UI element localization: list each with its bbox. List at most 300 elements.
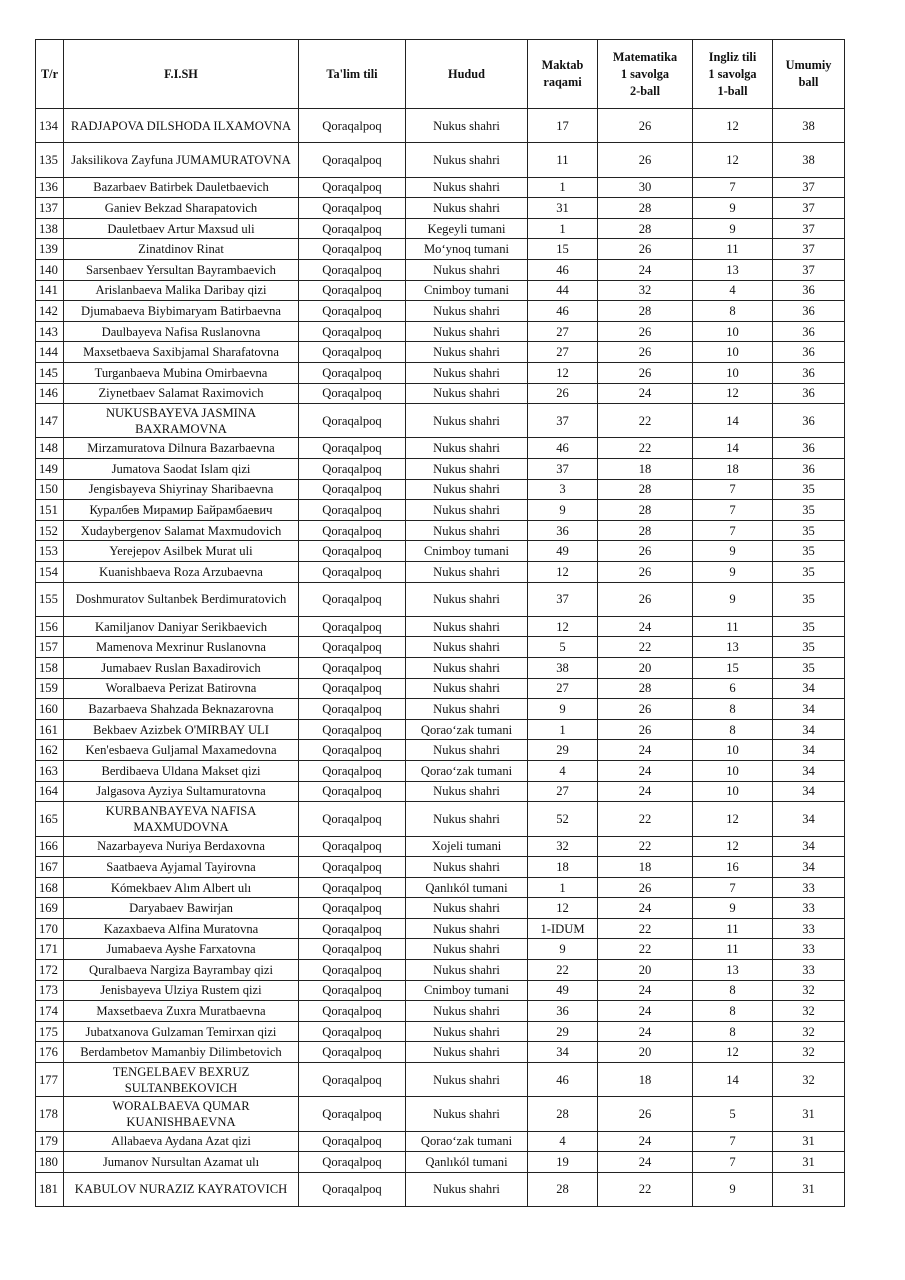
cell-english-score: 10 (693, 740, 773, 761)
cell-math-score: 26 (598, 561, 693, 582)
table-row (36, 500, 845, 521)
cell-math-score: 26 (598, 143, 693, 177)
cell-school-number: 1-IDUM (528, 918, 598, 939)
table-row (36, 280, 845, 301)
cell-full-name: KABULOV NURAZIZ KAYRATOVICH (64, 1172, 299, 1206)
cell-language: Qoraqalpoq (299, 301, 406, 322)
cell-english-score: 7 (693, 877, 773, 898)
cell-language: Qoraqalpoq (299, 1172, 406, 1206)
cell-english-score: 8 (693, 719, 773, 740)
cell-english-score: 4 (693, 280, 773, 301)
cell-full-name: Jalgasova Ayziya Sultamuratovna (64, 781, 299, 802)
cell-math-score: 26 (598, 362, 693, 383)
cell-number: 172 (36, 960, 64, 981)
cell-full-name: Allabaeva Aydana Azat qizi (64, 1131, 299, 1152)
cell-region: Nukus shahri (406, 438, 528, 459)
cell-language: Qoraqalpoq (299, 740, 406, 761)
cell-english-score: 8 (693, 1001, 773, 1022)
cell-region: Nukus shahri (406, 259, 528, 280)
cell-number: 173 (36, 980, 64, 1001)
cell-region: Nukus shahri (406, 802, 528, 836)
cell-language: Qoraqalpoq (299, 658, 406, 679)
cell-full-name: Куралбев Мирамир Байрамбаевич (64, 500, 299, 521)
table-row (36, 1042, 845, 1063)
cell-language: Qoraqalpoq (299, 561, 406, 582)
cell-math-score: 26 (598, 321, 693, 342)
cell-total-score: 34 (773, 678, 845, 699)
table-row (36, 802, 845, 836)
cell-english-score: 9 (693, 541, 773, 562)
cell-math-score: 26 (598, 1097, 693, 1131)
header-row (36, 40, 845, 109)
cell-math-score: 28 (598, 218, 693, 239)
cell-language: Qoraqalpoq (299, 678, 406, 699)
cell-region: Cnimboy tumani (406, 541, 528, 562)
cell-number: 163 (36, 761, 64, 782)
cell-full-name: Saatbaeva Ayjamal Tayirovna (64, 857, 299, 878)
cell-number: 147 (36, 404, 64, 438)
cell-school-number: 29 (528, 740, 598, 761)
cell-number: 180 (36, 1152, 64, 1173)
cell-region: Mo‘ynoq tumani (406, 239, 528, 260)
cell-math-score: 26 (598, 877, 693, 898)
cell-total-score: 35 (773, 561, 845, 582)
cell-total-score: 38 (773, 109, 845, 143)
cell-math-score: 26 (598, 109, 693, 143)
cell-math-score: 22 (598, 404, 693, 438)
cell-total-score: 34 (773, 857, 845, 878)
table-row (36, 259, 845, 280)
cell-number: 169 (36, 898, 64, 919)
cell-total-score: 36 (773, 459, 845, 480)
cell-full-name: RADJAPOVA DILSHODA ILXAMOVNA (64, 109, 299, 143)
cell-total-score: 36 (773, 404, 845, 438)
cell-school-number: 1 (528, 177, 598, 198)
cell-school-number: 12 (528, 898, 598, 919)
cell-total-score: 34 (773, 699, 845, 720)
cell-school-number: 12 (528, 616, 598, 637)
cell-total-score: 33 (773, 898, 845, 919)
cell-english-score: 9 (693, 582, 773, 616)
cell-school-number: 37 (528, 582, 598, 616)
cell-region: Nukus shahri (406, 362, 528, 383)
cell-total-score: 32 (773, 1001, 845, 1022)
table-row (36, 383, 845, 404)
cell-full-name: Bekbaev Azizbek O'MIRBAY ULI (64, 719, 299, 740)
cell-full-name: Yerejepov Asilbek Murat uli (64, 541, 299, 562)
cell-region: Nukus shahri (406, 857, 528, 878)
header-math: Matematika 1 savolga 2-ball (598, 40, 693, 109)
table-row (36, 836, 845, 857)
table-row (36, 699, 845, 720)
cell-math-score: 28 (598, 678, 693, 699)
cell-total-score: 35 (773, 616, 845, 637)
table-row (36, 616, 845, 637)
cell-full-name: KURBANBAYEVA NAFISA MAXMUDOVNA (64, 802, 299, 836)
table-row (36, 781, 845, 802)
cell-region: Nukus shahri (406, 143, 528, 177)
cell-language: Qoraqalpoq (299, 857, 406, 878)
cell-english-score: 14 (693, 404, 773, 438)
cell-english-score: 14 (693, 438, 773, 459)
table-row (36, 637, 845, 658)
cell-language: Qoraqalpoq (299, 383, 406, 404)
cell-math-score: 22 (598, 836, 693, 857)
cell-region: Nukus shahri (406, 918, 528, 939)
cell-school-number: 32 (528, 836, 598, 857)
cell-total-score: 32 (773, 1042, 845, 1063)
table-row (36, 1152, 845, 1173)
cell-full-name: Jaksilikova Zayfuna JUMAMURATOVNA (64, 143, 299, 177)
cell-math-score: 26 (598, 541, 693, 562)
table-row (36, 658, 845, 679)
cell-number: 170 (36, 918, 64, 939)
cell-number: 175 (36, 1021, 64, 1042)
cell-language: Qoraqalpoq (299, 699, 406, 720)
cell-school-number: 37 (528, 459, 598, 480)
cell-number: 179 (36, 1131, 64, 1152)
cell-language: Qoraqalpoq (299, 918, 406, 939)
cell-school-number: 52 (528, 802, 598, 836)
cell-english-score: 6 (693, 678, 773, 699)
table-row (36, 109, 845, 143)
cell-math-score: 24 (598, 761, 693, 782)
cell-total-score: 32 (773, 1063, 845, 1097)
cell-english-score: 11 (693, 918, 773, 939)
table-row (36, 1172, 845, 1206)
cell-school-number: 4 (528, 1131, 598, 1152)
cell-school-number: 46 (528, 301, 598, 322)
cell-region: Nukus shahri (406, 898, 528, 919)
cell-english-score: 13 (693, 259, 773, 280)
cell-math-score: 30 (598, 177, 693, 198)
table-row (36, 898, 845, 919)
cell-number: 167 (36, 857, 64, 878)
cell-language: Qoraqalpoq (299, 1042, 406, 1063)
cell-school-number: 36 (528, 1001, 598, 1022)
cell-school-number: 9 (528, 939, 598, 960)
cell-english-score: 8 (693, 699, 773, 720)
cell-full-name: NUKUSBAYEVA JASMINA BAXRAMOVNA (64, 404, 299, 438)
cell-english-score: 15 (693, 658, 773, 679)
cell-number: 139 (36, 239, 64, 260)
cell-region: Qorao‘zak tumani (406, 719, 528, 740)
cell-number: 143 (36, 321, 64, 342)
cell-number: 141 (36, 280, 64, 301)
cell-full-name: Berdibaeva Uldana Makset qizi (64, 761, 299, 782)
cell-full-name: Dauletbaev Artur Maxsud uli (64, 218, 299, 239)
table-row (36, 438, 845, 459)
cell-total-score: 33 (773, 877, 845, 898)
cell-region: Nukus shahri (406, 637, 528, 658)
cell-number: 155 (36, 582, 64, 616)
cell-school-number: 15 (528, 239, 598, 260)
cell-region: Cnimboy tumani (406, 280, 528, 301)
cell-language: Qoraqalpoq (299, 980, 406, 1001)
cell-language: Qoraqalpoq (299, 404, 406, 438)
cell-total-score: 36 (773, 321, 845, 342)
cell-school-number: 12 (528, 561, 598, 582)
cell-region: Kegeyli tumani (406, 218, 528, 239)
cell-region: Cnimboy tumani (406, 980, 528, 1001)
cell-number: 142 (36, 301, 64, 322)
table-row (36, 582, 845, 616)
cell-number: 161 (36, 719, 64, 740)
cell-total-score: 31 (773, 1131, 845, 1152)
header-region: Hudud (406, 40, 528, 109)
cell-school-number: 31 (528, 198, 598, 219)
cell-language: Qoraqalpoq (299, 637, 406, 658)
cell-math-score: 26 (598, 699, 693, 720)
cell-language: Qoraqalpoq (299, 321, 406, 342)
cell-total-score: 36 (773, 301, 845, 322)
cell-math-score: 28 (598, 301, 693, 322)
cell-number: 165 (36, 802, 64, 836)
cell-total-score: 37 (773, 259, 845, 280)
cell-math-score: 18 (598, 1063, 693, 1097)
cell-number: 181 (36, 1172, 64, 1206)
cell-total-score: 35 (773, 520, 845, 541)
cell-total-score: 35 (773, 637, 845, 658)
cell-school-number: 49 (528, 980, 598, 1001)
cell-number: 152 (36, 520, 64, 541)
cell-language: Qoraqalpoq (299, 541, 406, 562)
cell-full-name: Bazarbaev Batirbek Dauletbaevich (64, 177, 299, 198)
cell-language: Qoraqalpoq (299, 362, 406, 383)
cell-language: Qoraqalpoq (299, 438, 406, 459)
cell-number: 149 (36, 459, 64, 480)
cell-region: Qanlıkól tumani (406, 877, 528, 898)
cell-region: Nukus shahri (406, 109, 528, 143)
cell-full-name: Daryabaev Bawirjan (64, 898, 299, 919)
header-english: Ingliz tili 1 savolga 1-ball (693, 40, 773, 109)
cell-number: 135 (36, 143, 64, 177)
cell-math-score: 24 (598, 259, 693, 280)
cell-number: 154 (36, 561, 64, 582)
cell-math-score: 24 (598, 1001, 693, 1022)
cell-total-score: 37 (773, 239, 845, 260)
cell-language: Qoraqalpoq (299, 479, 406, 500)
cell-math-score: 18 (598, 459, 693, 480)
cell-math-score: 22 (598, 802, 693, 836)
table-row (36, 541, 845, 562)
cell-math-score: 24 (598, 740, 693, 761)
cell-language: Qoraqalpoq (299, 781, 406, 802)
cell-english-score: 10 (693, 761, 773, 782)
cell-region: Qorao‘zak tumani (406, 761, 528, 782)
cell-school-number: 46 (528, 1063, 598, 1097)
cell-number: 158 (36, 658, 64, 679)
cell-language: Qoraqalpoq (299, 459, 406, 480)
cell-language: Qoraqalpoq (299, 616, 406, 637)
cell-school-number: 28 (528, 1172, 598, 1206)
cell-english-score: 10 (693, 321, 773, 342)
cell-region: Nukus shahri (406, 1063, 528, 1097)
cell-school-number: 36 (528, 520, 598, 541)
cell-school-number: 17 (528, 109, 598, 143)
cell-region: Nukus shahri (406, 960, 528, 981)
table-body (36, 109, 845, 1207)
cell-region: Nukus shahri (406, 1172, 528, 1206)
cell-full-name: Ken'esbaeva Guljamal Maxamedovna (64, 740, 299, 761)
cell-english-score: 5 (693, 1097, 773, 1131)
cell-total-score: 35 (773, 500, 845, 521)
cell-full-name: Kamiljanov Daniyar Serikbaevich (64, 616, 299, 637)
cell-region: Nukus shahri (406, 1042, 528, 1063)
cell-number: 157 (36, 637, 64, 658)
cell-math-score: 24 (598, 1152, 693, 1173)
cell-language: Qoraqalpoq (299, 198, 406, 219)
header-school-number: Maktab raqami (528, 40, 598, 109)
cell-school-number: 1 (528, 877, 598, 898)
cell-full-name: TENGELBAEV BEXRUZ SULTANBEKOVICH (64, 1063, 299, 1097)
cell-language: Qoraqalpoq (299, 939, 406, 960)
cell-region: Nukus shahri (406, 561, 528, 582)
cell-english-score: 7 (693, 479, 773, 500)
cell-full-name: Turganbaeva Mubina Omirbaevna (64, 362, 299, 383)
table-row (36, 939, 845, 960)
cell-school-number: 18 (528, 857, 598, 878)
cell-full-name: Jumabaeva Ayshe Farxatovna (64, 939, 299, 960)
cell-number: 178 (36, 1097, 64, 1131)
table-row (36, 918, 845, 939)
cell-number: 136 (36, 177, 64, 198)
cell-language: Qoraqalpoq (299, 1097, 406, 1131)
cell-full-name: Arislanbaeva Malika Daribay qizi (64, 280, 299, 301)
table-row (36, 218, 845, 239)
cell-english-score: 12 (693, 143, 773, 177)
cell-total-score: 31 (773, 1172, 845, 1206)
cell-number: 138 (36, 218, 64, 239)
cell-total-score: 36 (773, 438, 845, 459)
cell-language: Qoraqalpoq (299, 218, 406, 239)
cell-number: 145 (36, 362, 64, 383)
cell-total-score: 35 (773, 479, 845, 500)
cell-school-number: 1 (528, 719, 598, 740)
cell-number: 171 (36, 939, 64, 960)
cell-language: Qoraqalpoq (299, 239, 406, 260)
cell-english-score: 9 (693, 198, 773, 219)
header-full-name: F.I.SH (64, 40, 299, 109)
cell-full-name: Jenisbayeva Ulziya Rustem qizi (64, 980, 299, 1001)
cell-total-score: 37 (773, 218, 845, 239)
cell-region: Nukus shahri (406, 1021, 528, 1042)
cell-school-number: 12 (528, 362, 598, 383)
cell-math-score: 22 (598, 1172, 693, 1206)
cell-english-score: 8 (693, 301, 773, 322)
cell-full-name: Jengisbayeva Shiyrinay Sharibaevna (64, 479, 299, 500)
cell-total-score: 34 (773, 761, 845, 782)
cell-region: Nukus shahri (406, 342, 528, 363)
cell-language: Qoraqalpoq (299, 177, 406, 198)
cell-language: Qoraqalpoq (299, 836, 406, 857)
cell-english-score: 11 (693, 616, 773, 637)
cell-full-name: Bazarbaeva Shahzada Beknazarovna (64, 699, 299, 720)
table-row (36, 678, 845, 699)
cell-number: 146 (36, 383, 64, 404)
cell-region: Nukus shahri (406, 479, 528, 500)
cell-language: Qoraqalpoq (299, 500, 406, 521)
cell-region: Xojeli tumani (406, 836, 528, 857)
cell-english-score: 10 (693, 342, 773, 363)
cell-math-score: 28 (598, 479, 693, 500)
cell-full-name: Doshmuratov Sultanbek Berdimuratovich (64, 582, 299, 616)
cell-math-score: 18 (598, 857, 693, 878)
cell-school-number: 46 (528, 259, 598, 280)
cell-region: Nukus shahri (406, 500, 528, 521)
cell-english-score: 7 (693, 1152, 773, 1173)
cell-math-score: 20 (598, 960, 693, 981)
cell-full-name: Kazaxbaeva Alfina Muratovna (64, 918, 299, 939)
cell-language: Qoraqalpoq (299, 960, 406, 981)
cell-language: Qoraqalpoq (299, 259, 406, 280)
cell-total-score: 34 (773, 802, 845, 836)
table-row (36, 301, 845, 322)
cell-total-score: 32 (773, 980, 845, 1001)
cell-total-score: 33 (773, 960, 845, 981)
cell-english-score: 13 (693, 637, 773, 658)
table-row (36, 520, 845, 541)
cell-number: 176 (36, 1042, 64, 1063)
cell-number: 150 (36, 479, 64, 500)
cell-number: 159 (36, 678, 64, 699)
cell-language: Qoraqalpoq (299, 1152, 406, 1173)
cell-math-score: 26 (598, 239, 693, 260)
table-row (36, 143, 845, 177)
cell-english-score: 9 (693, 898, 773, 919)
cell-english-score: 16 (693, 857, 773, 878)
cell-total-score: 34 (773, 836, 845, 857)
cell-language: Qoraqalpoq (299, 1063, 406, 1097)
cell-language: Qoraqalpoq (299, 582, 406, 616)
cell-region: Nukus shahri (406, 740, 528, 761)
header-number: T/r (36, 40, 64, 109)
table-row (36, 362, 845, 383)
cell-region: Nukus shahri (406, 459, 528, 480)
cell-english-score: 7 (693, 520, 773, 541)
cell-language: Qoraqalpoq (299, 1021, 406, 1042)
cell-school-number: 49 (528, 541, 598, 562)
cell-school-number: 27 (528, 321, 598, 342)
table-row (36, 198, 845, 219)
cell-region: Nukus shahri (406, 404, 528, 438)
cell-total-score: 36 (773, 280, 845, 301)
cell-english-score: 8 (693, 1021, 773, 1042)
cell-region: Nukus shahri (406, 582, 528, 616)
cell-full-name: Woralbaeva Perizat Batirovna (64, 678, 299, 699)
cell-math-score: 24 (598, 616, 693, 637)
cell-school-number: 34 (528, 1042, 598, 1063)
cell-number: 164 (36, 781, 64, 802)
cell-school-number: 46 (528, 438, 598, 459)
cell-english-score: 18 (693, 459, 773, 480)
cell-math-score: 32 (598, 280, 693, 301)
cell-total-score: 37 (773, 198, 845, 219)
cell-english-score: 10 (693, 362, 773, 383)
cell-full-name: Zinatdinov Rinat (64, 239, 299, 260)
cell-math-score: 26 (598, 719, 693, 740)
header-language: Ta'lim tili (299, 40, 406, 109)
cell-school-number: 1 (528, 218, 598, 239)
cell-region: Nukus shahri (406, 1097, 528, 1131)
cell-full-name: Sarsenbaev Yersultan Bayrambaevich (64, 259, 299, 280)
table-row (36, 1063, 845, 1097)
cell-total-score: 36 (773, 362, 845, 383)
cell-number: 148 (36, 438, 64, 459)
cell-english-score: 12 (693, 802, 773, 836)
cell-math-score: 26 (598, 582, 693, 616)
cell-school-number: 3 (528, 479, 598, 500)
